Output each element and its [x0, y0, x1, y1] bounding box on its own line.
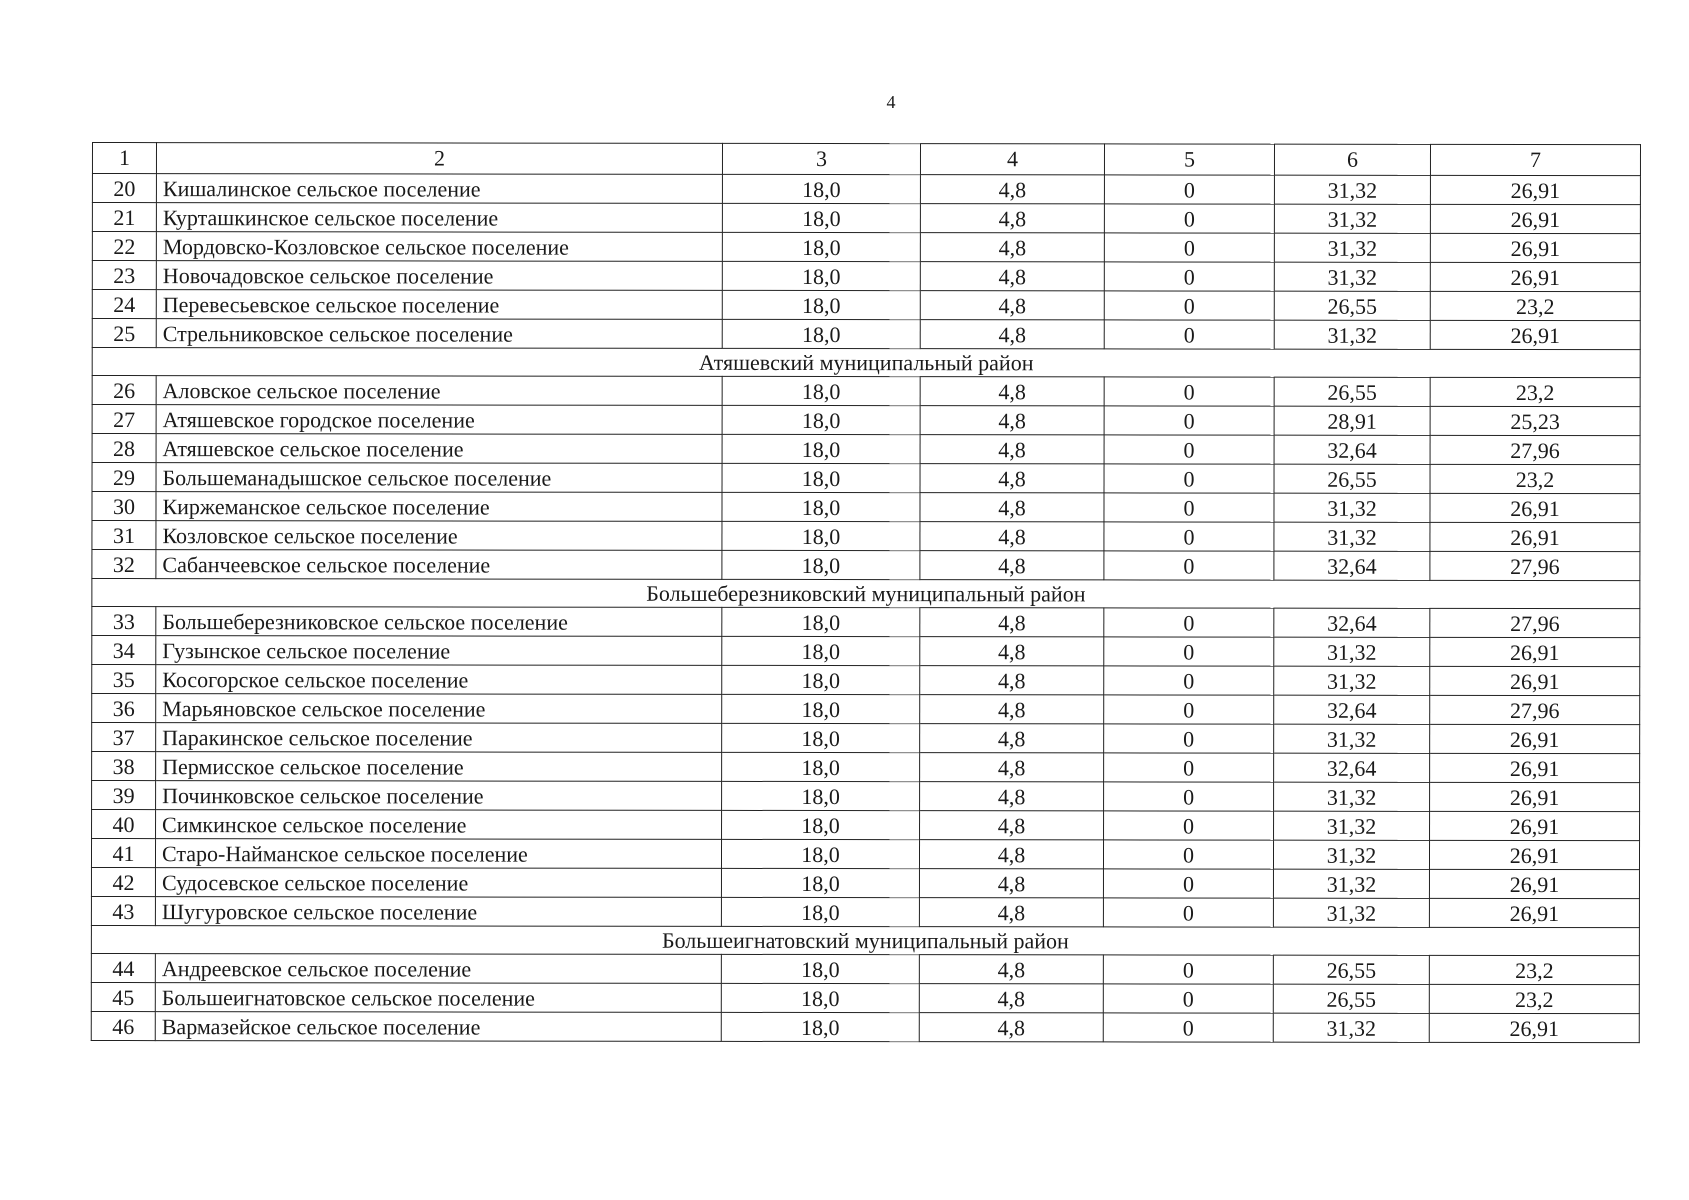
- col3-value-cell: 18,0: [722, 434, 920, 463]
- row-number-cell: 32: [92, 550, 156, 579]
- row-number-cell: 26: [92, 376, 156, 405]
- col6-value-cell: 31,32: [1274, 493, 1430, 522]
- col7-value-cell: 26,91: [1430, 637, 1640, 666]
- col4-value-cell: 4,8: [919, 955, 1103, 984]
- table-row: [92, 723, 1640, 754]
- col7-value-cell: 23,2: [1429, 955, 1639, 984]
- col3-value-cell: 18,0: [722, 261, 920, 290]
- table-row: [92, 752, 1640, 783]
- col3-value-cell: 18,0: [721, 954, 919, 983]
- col7-value-cell: 27,96: [1430, 695, 1640, 724]
- table-row: [92, 232, 1640, 263]
- col6-value-cell: 26,55: [1273, 955, 1429, 984]
- row-number-cell: 46: [91, 1011, 155, 1040]
- col6-value-cell: 26,55: [1273, 984, 1429, 1013]
- table-row: [92, 434, 1640, 465]
- row-number-cell: 39: [92, 781, 156, 810]
- col6-value-cell: 26,55: [1274, 377, 1430, 406]
- settlement-name-cell: Пермисское сельское поселение: [156, 752, 722, 782]
- table-row: [92, 665, 1640, 696]
- settlement-name-cell: Сабанчеевское сельское поселение: [156, 550, 722, 580]
- settlement-name-cell: Стрельниковское сельское поселение: [156, 319, 722, 349]
- col7-value-cell: 26,91: [1429, 869, 1639, 898]
- col6-value-cell: 31,32: [1274, 637, 1430, 666]
- col3-value-cell: 18,0: [722, 521, 920, 550]
- col5-value-cell: 0: [1104, 724, 1274, 753]
- col4-value-cell: 4,8: [920, 406, 1104, 435]
- table-row: [92, 550, 1640, 581]
- settlement-name-cell: Большеманадышское сельское поселение: [156, 463, 722, 493]
- col5-value-cell: 0: [1103, 955, 1273, 984]
- col3-value-cell: 18,0: [722, 694, 920, 723]
- col7-value-cell: 26,91: [1430, 320, 1640, 349]
- col3-value-cell: 18,0: [722, 752, 920, 781]
- row-number-cell: 27: [92, 405, 156, 434]
- settlement-name-cell: Шугуровское сельское поселение: [155, 897, 721, 927]
- col4-value-cell: 4,8: [920, 377, 1104, 406]
- col6-value-cell: 26,55: [1274, 464, 1430, 493]
- col5-value-cell: 0: [1104, 435, 1274, 464]
- col7-value-cell: 26,91: [1430, 493, 1640, 522]
- col7-value-cell: 26,91: [1429, 1013, 1639, 1042]
- table-row: [92, 203, 1640, 234]
- col3-value-cell: 18,0: [722, 174, 920, 203]
- row-number-cell: 33: [92, 607, 156, 636]
- settlement-name-cell: Кишалинское сельское поселение: [156, 174, 722, 204]
- col6-value-cell: 31,32: [1273, 869, 1429, 898]
- district-section-row: [92, 579, 1640, 609]
- header-cell: 2: [156, 143, 722, 175]
- col6-value-cell: 32,64: [1274, 753, 1430, 782]
- col5-value-cell: 0: [1104, 493, 1274, 522]
- col7-value-cell: 23,2: [1430, 377, 1640, 406]
- col3-value-cell: 18,0: [722, 376, 920, 405]
- table-row: [91, 1011, 1639, 1042]
- col3-value-cell: 18,0: [722, 665, 920, 694]
- col5-value-cell: 0: [1104, 464, 1274, 493]
- district-section-row: [92, 348, 1640, 378]
- settlement-name-cell: Мордовско-Козловское сельское поселение: [156, 232, 722, 262]
- col4-value-cell: 4,8: [920, 522, 1104, 551]
- col7-value-cell: 26,91: [1430, 262, 1640, 291]
- col7-value-cell: 26,91: [1430, 175, 1640, 204]
- col5-value-cell: 0: [1104, 608, 1274, 637]
- settlement-name-cell: Починковское сельское поселение: [156, 781, 722, 811]
- header-cell: 1: [92, 143, 156, 174]
- col3-value-cell: 18,0: [722, 492, 920, 521]
- col7-value-cell: 26,91: [1430, 753, 1640, 782]
- col7-value-cell: 26,91: [1430, 724, 1640, 753]
- row-number-cell: 43: [91, 896, 155, 925]
- settlement-name-cell: Аловское сельское поселение: [156, 376, 722, 406]
- row-number-cell: 20: [92, 174, 156, 203]
- col5-value-cell: 0: [1104, 320, 1274, 349]
- tariff-table: [91, 142, 1641, 1043]
- table-row: [92, 492, 1640, 523]
- col4-value-cell: 4,8: [920, 320, 1104, 349]
- col3-value-cell: 18,0: [721, 839, 919, 868]
- settlement-name-cell: Новочадовское сельское поселение: [156, 261, 722, 291]
- col7-value-cell: 26,91: [1430, 204, 1640, 233]
- settlement-name-cell: Атяшевское городское поселение: [156, 405, 722, 435]
- row-number-cell: 21: [92, 203, 156, 232]
- settlement-name-cell: Паракинское сельское поселение: [156, 723, 722, 753]
- settlement-name-cell: Старо-Найманское сельское поселение: [155, 839, 721, 869]
- row-number-cell: 30: [92, 492, 156, 521]
- col3-value-cell: 18,0: [722, 550, 920, 579]
- table-row: [91, 896, 1639, 927]
- col7-value-cell: 26,91: [1430, 811, 1640, 840]
- col7-value-cell: 26,91: [1430, 233, 1640, 262]
- col4-value-cell: 4,8: [920, 175, 1104, 204]
- col6-value-cell: 31,32: [1273, 1013, 1429, 1042]
- header-cell: 6: [1274, 144, 1430, 175]
- col6-value-cell: 31,32: [1274, 782, 1430, 811]
- table-row: [92, 261, 1640, 292]
- col5-value-cell: 0: [1104, 262, 1274, 291]
- col4-value-cell: 4,8: [919, 869, 1103, 898]
- col7-value-cell: 23,2: [1430, 464, 1640, 493]
- col6-value-cell: 31,32: [1274, 262, 1430, 291]
- col6-value-cell: 31,32: [1274, 204, 1430, 233]
- col4-value-cell: 4,8: [920, 204, 1104, 233]
- col7-value-cell: 25,23: [1430, 406, 1640, 435]
- row-number-cell: 41: [91, 839, 155, 868]
- col5-value-cell: 0: [1104, 811, 1274, 840]
- col3-value-cell: 18,0: [722, 463, 920, 492]
- col4-value-cell: 4,8: [920, 291, 1104, 320]
- col4-value-cell: 4,8: [920, 233, 1104, 262]
- col3-value-cell: 18,0: [722, 319, 920, 348]
- settlement-name-cell: Перевесьевское сельское поселение: [156, 290, 722, 320]
- row-number-cell: 22: [92, 232, 156, 261]
- col3-value-cell: 18,0: [721, 1012, 919, 1041]
- col4-value-cell: 4,8: [920, 753, 1104, 782]
- col3-value-cell: 18,0: [721, 868, 919, 897]
- col3-value-cell: 18,0: [722, 607, 920, 636]
- row-number-cell: 29: [92, 463, 156, 492]
- settlement-name-cell: Судосевское сельское поселение: [155, 868, 721, 898]
- col6-value-cell: 31,32: [1274, 175, 1430, 204]
- col3-value-cell: 18,0: [722, 232, 920, 261]
- col4-value-cell: 4,8: [920, 435, 1104, 464]
- col3-value-cell: 18,0: [722, 723, 920, 752]
- col7-value-cell: 26,91: [1430, 782, 1640, 811]
- district-title: Большеберезниковский муниципальный район: [92, 579, 1640, 609]
- col5-value-cell: 0: [1104, 291, 1274, 320]
- col6-value-cell: 31,32: [1274, 666, 1430, 695]
- table-row: [92, 636, 1640, 667]
- row-number-cell: 45: [91, 982, 155, 1011]
- col5-value-cell: 0: [1104, 666, 1274, 695]
- col5-value-cell: 0: [1104, 204, 1274, 233]
- table-row: [91, 868, 1639, 899]
- table-row: [92, 694, 1640, 725]
- settlement-name-cell: Козловское сельское поселение: [156, 521, 722, 551]
- row-number-cell: 24: [92, 290, 156, 319]
- col5-value-cell: 0: [1104, 233, 1274, 262]
- col4-value-cell: 4,8: [919, 984, 1103, 1013]
- table-row: [91, 839, 1639, 870]
- row-number-cell: 28: [92, 434, 156, 463]
- col3-value-cell: 18,0: [722, 636, 920, 665]
- col5-value-cell: 0: [1104, 695, 1274, 724]
- page-number: 4: [886, 92, 896, 112]
- col6-value-cell: 31,32: [1274, 522, 1430, 551]
- col5-value-cell: 0: [1104, 551, 1274, 580]
- settlement-name-cell: Атяшевское сельское поселение: [156, 434, 722, 464]
- col6-value-cell: 28,91: [1274, 406, 1430, 435]
- col4-value-cell: 4,8: [920, 637, 1104, 666]
- col3-value-cell: 18,0: [721, 983, 919, 1012]
- district-title: Атяшевский муниципальный район: [92, 348, 1640, 378]
- col4-value-cell: 4,8: [919, 840, 1103, 869]
- col4-value-cell: 4,8: [920, 551, 1104, 580]
- district-title: Большеигнатовский муниципальный район: [91, 925, 1639, 955]
- settlement-name-cell: Марьяновское сельское поселение: [156, 694, 722, 724]
- col3-value-cell: 18,0: [722, 810, 920, 839]
- col7-value-cell: 27,96: [1430, 551, 1640, 580]
- col4-value-cell: 4,8: [920, 811, 1104, 840]
- col4-value-cell: 4,8: [920, 493, 1104, 522]
- col4-value-cell: 4,8: [919, 898, 1103, 927]
- table-row: [92, 781, 1640, 812]
- col6-value-cell: 31,32: [1273, 840, 1429, 869]
- col6-value-cell: 31,32: [1274, 724, 1430, 753]
- row-number-cell: 37: [92, 723, 156, 752]
- col3-value-cell: 18,0: [721, 897, 919, 926]
- table-row: [91, 953, 1639, 984]
- settlement-name-cell: Андреевское сельское поселение: [155, 954, 721, 984]
- col3-value-cell: 18,0: [722, 781, 920, 810]
- settlement-name-cell: Большеберезниковское сельское поселение: [156, 607, 722, 637]
- row-number-cell: 31: [92, 521, 156, 550]
- col6-value-cell: 31,32: [1274, 320, 1430, 349]
- col5-value-cell: 0: [1104, 406, 1274, 435]
- table-row: [92, 810, 1640, 841]
- settlement-name-cell: Вармазейское сельское поселение: [155, 1012, 721, 1042]
- table-row: [92, 463, 1640, 494]
- table-row: [91, 982, 1639, 1013]
- col7-value-cell: 26,91: [1429, 840, 1639, 869]
- table-row: [92, 174, 1640, 205]
- col4-value-cell: 4,8: [920, 666, 1104, 695]
- col7-value-cell: 27,96: [1430, 435, 1640, 464]
- col5-value-cell: 0: [1103, 898, 1273, 927]
- col7-value-cell: 27,96: [1430, 608, 1640, 637]
- col3-value-cell: 18,0: [722, 203, 920, 232]
- col7-value-cell: 26,91: [1430, 522, 1640, 551]
- header-cell: 5: [1104, 144, 1274, 175]
- col5-value-cell: 0: [1104, 175, 1274, 204]
- col5-value-cell: 0: [1103, 869, 1273, 898]
- row-number-cell: 38: [92, 752, 156, 781]
- settlement-name-cell: Большеигнатовское сельское поселение: [155, 983, 721, 1013]
- table-row: [92, 521, 1640, 552]
- col4-value-cell: 4,8: [920, 724, 1104, 753]
- header-cell: 3: [722, 143, 920, 174]
- col4-value-cell: 4,8: [920, 262, 1104, 291]
- settlement-name-cell: Косогорское сельское поселение: [156, 665, 722, 695]
- col4-value-cell: 4,8: [920, 464, 1104, 493]
- row-number-cell: 36: [92, 694, 156, 723]
- col5-value-cell: 0: [1103, 840, 1273, 869]
- col4-value-cell: 4,8: [920, 695, 1104, 724]
- col7-value-cell: 23,2: [1429, 984, 1639, 1013]
- table-header-row: [92, 143, 1640, 176]
- header-cell: 7: [1430, 144, 1640, 175]
- table-row: [92, 376, 1640, 407]
- col7-value-cell: 26,91: [1429, 898, 1639, 927]
- row-number-cell: 42: [91, 868, 155, 897]
- row-number-cell: 25: [92, 319, 156, 348]
- row-number-cell: 23: [92, 261, 156, 290]
- table-row: [92, 607, 1640, 638]
- col5-value-cell: 0: [1104, 753, 1274, 782]
- col4-value-cell: 4,8: [920, 782, 1104, 811]
- col5-value-cell: 0: [1103, 1013, 1273, 1042]
- table-row: [92, 319, 1640, 350]
- district-section-row: [91, 925, 1639, 955]
- settlement-name-cell: Гузынское сельское поселение: [156, 636, 722, 666]
- col6-value-cell: 32,64: [1274, 695, 1430, 724]
- settlement-name-cell: Киржеманское сельское поселение: [156, 492, 722, 522]
- col3-value-cell: 18,0: [722, 290, 920, 319]
- col3-value-cell: 18,0: [722, 405, 920, 434]
- col5-value-cell: 0: [1104, 377, 1274, 406]
- settlement-name-cell: Курташкинское сельское поселение: [156, 203, 722, 233]
- col6-value-cell: 32,64: [1274, 608, 1430, 637]
- col6-value-cell: 32,64: [1274, 435, 1430, 464]
- settlement-name-cell: Симкинское сельское поселение: [156, 810, 722, 840]
- row-number-cell: 40: [92, 810, 156, 839]
- col7-value-cell: 23,2: [1430, 291, 1640, 320]
- row-number-cell: 44: [91, 953, 155, 982]
- col4-value-cell: 4,8: [920, 608, 1104, 637]
- col6-value-cell: 26,55: [1274, 291, 1430, 320]
- col5-value-cell: 0: [1103, 984, 1273, 1013]
- col5-value-cell: 0: [1104, 782, 1274, 811]
- col6-value-cell: 32,64: [1274, 551, 1430, 580]
- col5-value-cell: 0: [1104, 637, 1274, 666]
- col7-value-cell: 26,91: [1430, 666, 1640, 695]
- col6-value-cell: 31,32: [1274, 233, 1430, 262]
- col6-value-cell: 31,32: [1273, 898, 1429, 927]
- col4-value-cell: 4,8: [919, 1013, 1103, 1042]
- col5-value-cell: 0: [1104, 522, 1274, 551]
- table-row: [92, 290, 1640, 321]
- table-row: [92, 405, 1640, 436]
- col6-value-cell: 31,32: [1274, 811, 1430, 840]
- row-number-cell: 34: [92, 636, 156, 665]
- row-number-cell: 35: [92, 665, 156, 694]
- header-cell: 4: [920, 144, 1104, 175]
